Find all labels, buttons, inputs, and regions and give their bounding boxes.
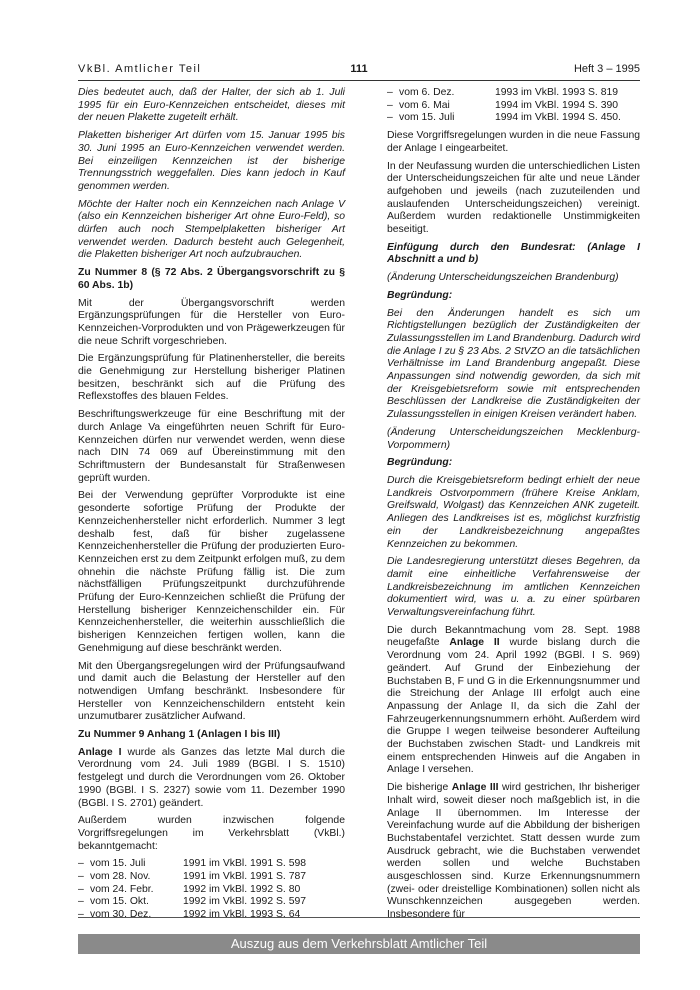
footer-banner: Auszug aus dem Verkehrsblatt Amtlicher Teil [78, 934, 640, 954]
journal-name: VkBl. Amtlicher Teil [78, 63, 202, 75]
paragraph: Die Ergänzungsprüfung für Platinenhersteller, die bereits die Genehmigung zur Herstellung bisheriger Platinen besitzen, beschränkt sich auf die Prüfung des Reflexstoffes des blauen Feldes. [78, 353, 345, 403]
paragraph: Die bisherige Anlage III wird gestrichen, Ihr bisheriger Inhalt wird, soweit dieser noch maßgeblich ist, in die Anlage II übernommen. Im Interesse der Vereinfachung wurde auf die Abbildung der bisherigen Buchstabentafel verzichtet. Statt dessen wurde zum Ausdruck gebracht, wie die Buchstaben verwendet werden sollen und welche Buchstaben ausgeschlossen sind. Kurze Erkennungsnummern (zwei- oder dreistellige Kombinationen) sollen nicht als Wunschkennzeichen ausgegeben werden. Insbesondere für [387, 782, 640, 921]
left-column [78, 87, 345, 927]
paragraph: Beschriftungswerkzeuge für eine Beschriftung mit der durch Anlage Va eingeführten neuen Schrift für Euro-Kennzeichen dürfen nur verwendet werden, wenn diese nach DIN 74 069 auf Übereinstimmung mit den Schriftmustern der Bundesanstalt für Straßenwesen geprüft wurden. [78, 409, 345, 484]
subsection-label: (Änderung Unterscheidungszeichen Mecklenburg-Vorpommern) [387, 426, 640, 451]
justification-label: Begründung: [387, 457, 453, 469]
paragraph: Mit den Übergangsregelungen wird der Prüfungsaufwand und damit auch die Belastung der Hersteller auf den notwendigen Umfang beschränkt. Insbesondere für Hersteller von Kennzeichenschildern entsteht kein unzumutbarer zusätzlicher Aufwand. [78, 660, 345, 723]
section-heading: Zu Nummer 8 (§ 72 Abs. 2 Übergangsvorschrift zu § 60 Abs. 1b) [78, 267, 345, 291]
header-rule [78, 80, 640, 81]
paragraph: Diese Vorgriffsregelungen wurden in die neue Fassung der Anlage I eingearbeitet. [387, 130, 640, 154]
subsection-label: (Änderung Unterscheidungszeichen Brandenburg) [387, 272, 619, 284]
regulation-list [78, 858, 345, 922]
list-item: – vom 15. Okt. 1992 im VkBl. 1992 S. 597 [78, 896, 307, 908]
bold-term: Anlage III [451, 782, 499, 794]
paragraph: Bei der Verwendung geprüfter Vorprodukte ist eine gesonderte sofortige Prüfung der Produkte der Kennzeichenhersteller nicht erforderlich. Nummer 3 legt deshalb fest, daß für bisher zugelassene Kennzeichenhersteller die Prüfung der produzierten Euro-Kennzeichen erst zu dem Zeitpunkt erfolgen muß, zu dem ohnehin die nächste Prüfung fällig ist. Die zum nächstfälligen Prüfungszeitpunkt durchzuführende Prüfung der Euro-Kennzeichen schließt die Prüfung der Herstellung bisheriger Kennzeichenschilder ein. Für Kennzeichenhersteller, die weiterhin ausschließlich die bisherigen Kennzeichen fertigen wollen, kann die Genehmigung auf diese beschränkt werden. [78, 490, 345, 654]
list-item: – vom 15. Juli 1991 im VkBl. 1991 S. 598 [78, 858, 307, 870]
bold-term: Anlage I [78, 746, 122, 758]
list-item: – vom 24. Febr. 1992 im VkBl. 1992 S. 80 [78, 883, 301, 895]
paragraph: Die durch Bekanntmachung vom 28. Sept. 1988 neugefaßte Anlage II wurde bislang durch die Verordnung vom 24. April 1992 (BGBl. I S. 969) geändert. Auf Grund der Einbeziehung der Buchstaben B, F und G in die Erkennungsnummer und die Streichung der Anlage III erfolgt auch eine Anpassung der Anlage II, da sich die Zahl der Fahrzeugerkennungsnummern erhöht. Außerdem wird die Gruppe I wegen teilweise besonderer Aufteilung der Buchstaben zwischen Stadt- und Landkreis mit einem entsprechenden Hinweis auf die Angaben in Anlage I versehen. [387, 624, 640, 776]
list-item: – vom 6. Dez. 1993 im VkBl. 1993 S. 819 [387, 87, 619, 98]
list-item: – vom 6. Mai 1994 im VkBl. 1994 S. 390 [387, 99, 619, 111]
regulation-list [387, 87, 640, 125]
list-item: – vom 30. Dez. 1992 im VkBl. 1993 S. 64 [78, 909, 301, 921]
list-item: – vom 15. Juli 1994 im VkBl. 1994 S. 450. [387, 112, 621, 124]
right-column [387, 87, 640, 922]
paragraph: Plaketten bisheriger Art dürfen vom 15. Januar 1995 bis 30. Juni 1995 an Euro-Kennzeichen verwendet werden. Bei einzeiligen Kennzeichen ist der bisherige Trennungsstrich weggefallen. Dies kann jedoch in Kauf genommen werden. [78, 130, 345, 192]
page-number: 111 [350, 63, 368, 75]
paragraph: Bei den Änderungen handelt es sich um Richtigstellungen bezüglich der Zuständigkeiten der Zulassungsstellen im Land Brandenburg. Dadurch wird die Anlage I zu § 23 Abs. 2 StVZO an die tatsächlichen Verhältnisse im Land Brandenburg angepaßt. Diese Anpassungen sind notwendig geworden, da sich mit der Kreisgebietsreform sowie mit entsprechenden Beschlüssen der Landkreise die Zuständigkeiten der Zulassungsstellen in einigen Kreisen verändert haben. [387, 307, 640, 421]
paragraph: Dies bedeutet auch, daß der Halter, der sich ab 1. Juli 1995 für ein Euro-Kennzeichen entscheidet, dieses mit der neuen Plakette zugeteilt erhält. [78, 87, 345, 124]
paragraph: Außerdem wurden inzwischen folgende Vorgriffsregelungen im Verkehrsblatt (VkBl.) bekanntgemacht: [78, 815, 345, 852]
running-header [78, 62, 640, 76]
paragraph: Durch die Kreisgebietsreform bedingt erhielt der neue Landkreis Ostvorpommern (frühere Kreise Anklam, Greifswald, Wolgast) das Kennzeichen ANK zugeteilt. Anliegen des Landkreises ist es, möglichst kurzfristig ein der Landkreisbezeichnung angepaßtes Kennzeichen zu bekommen. [387, 474, 640, 550]
bold-term: Anlage II [449, 637, 500, 649]
footer-rule [78, 917, 640, 918]
paragraph [78, 747, 345, 811]
paragraph: Die Landesregierung unterstützt dieses Begehren, da damit eine einheitliche Verfahrensweise der Landkreisbezeichnung im amtlichen Kennzeichen dokumentiert wird, was u. a. zu einer spürbaren Verwaltungsvereinfachung führt. [387, 556, 640, 619]
paragraph: Mit der Übergangsvorschrift werden Ergänzungsprüfungen für die Hersteller von Euro-Kennzeichen-Vorprodukten und von Prägewerkzeugen für die neue Schrift vorgeschrieben. [78, 297, 345, 347]
section-heading: Einfügung durch den Bundesrat: (Anlage I Abschnitt a und b) [387, 241, 640, 266]
paragraph: Möchte der Halter noch ein Kennzeichen nach Anlage V (also ein Kennzeichen bisheriger Art ohne Euro-Feld), so dürfen auch noch Stempelplaketten bisheriger Art verwendet werden. Dadurch besteht auch Gelegenheit, die Plaketten bisheriger Art noch aufzubrauchen. [78, 198, 345, 261]
paragraph: In der Neufassung wurden die unterschiedlichen Listen der Unterscheidungszeichen für alte und neue Länder aufgehoben und jeweils (nach zuzuteilenden und auslaufenden Unterscheidungszeichen) vereinigt. Außerdem wurden redaktionelle Unstimmigkeiten beseitigt. [387, 160, 640, 236]
issue-label: Heft 3 – 1995 [573, 63, 640, 75]
justification-label: Begründung: [387, 289, 453, 301]
list-item: – vom 28. Nov. 1991 im VkBl. 1991 S. 787 [78, 871, 307, 883]
section-heading: Zu Nummer 9 Anhang 1 (Anlagen I bis III) [78, 729, 281, 741]
paragraph-text: wurde als Ganzes das letzte Mal durch die Verordnung vom 24. Juli 1989 (BGBl. I S. 1510) festgelegt und durch die Verordnungen vom 26. Oktober 1990 (BGBl. I S. 2327) sowie vom 11. Dezember 1990 (BGBl. I S. 2701) geändert. [78, 746, 345, 809]
